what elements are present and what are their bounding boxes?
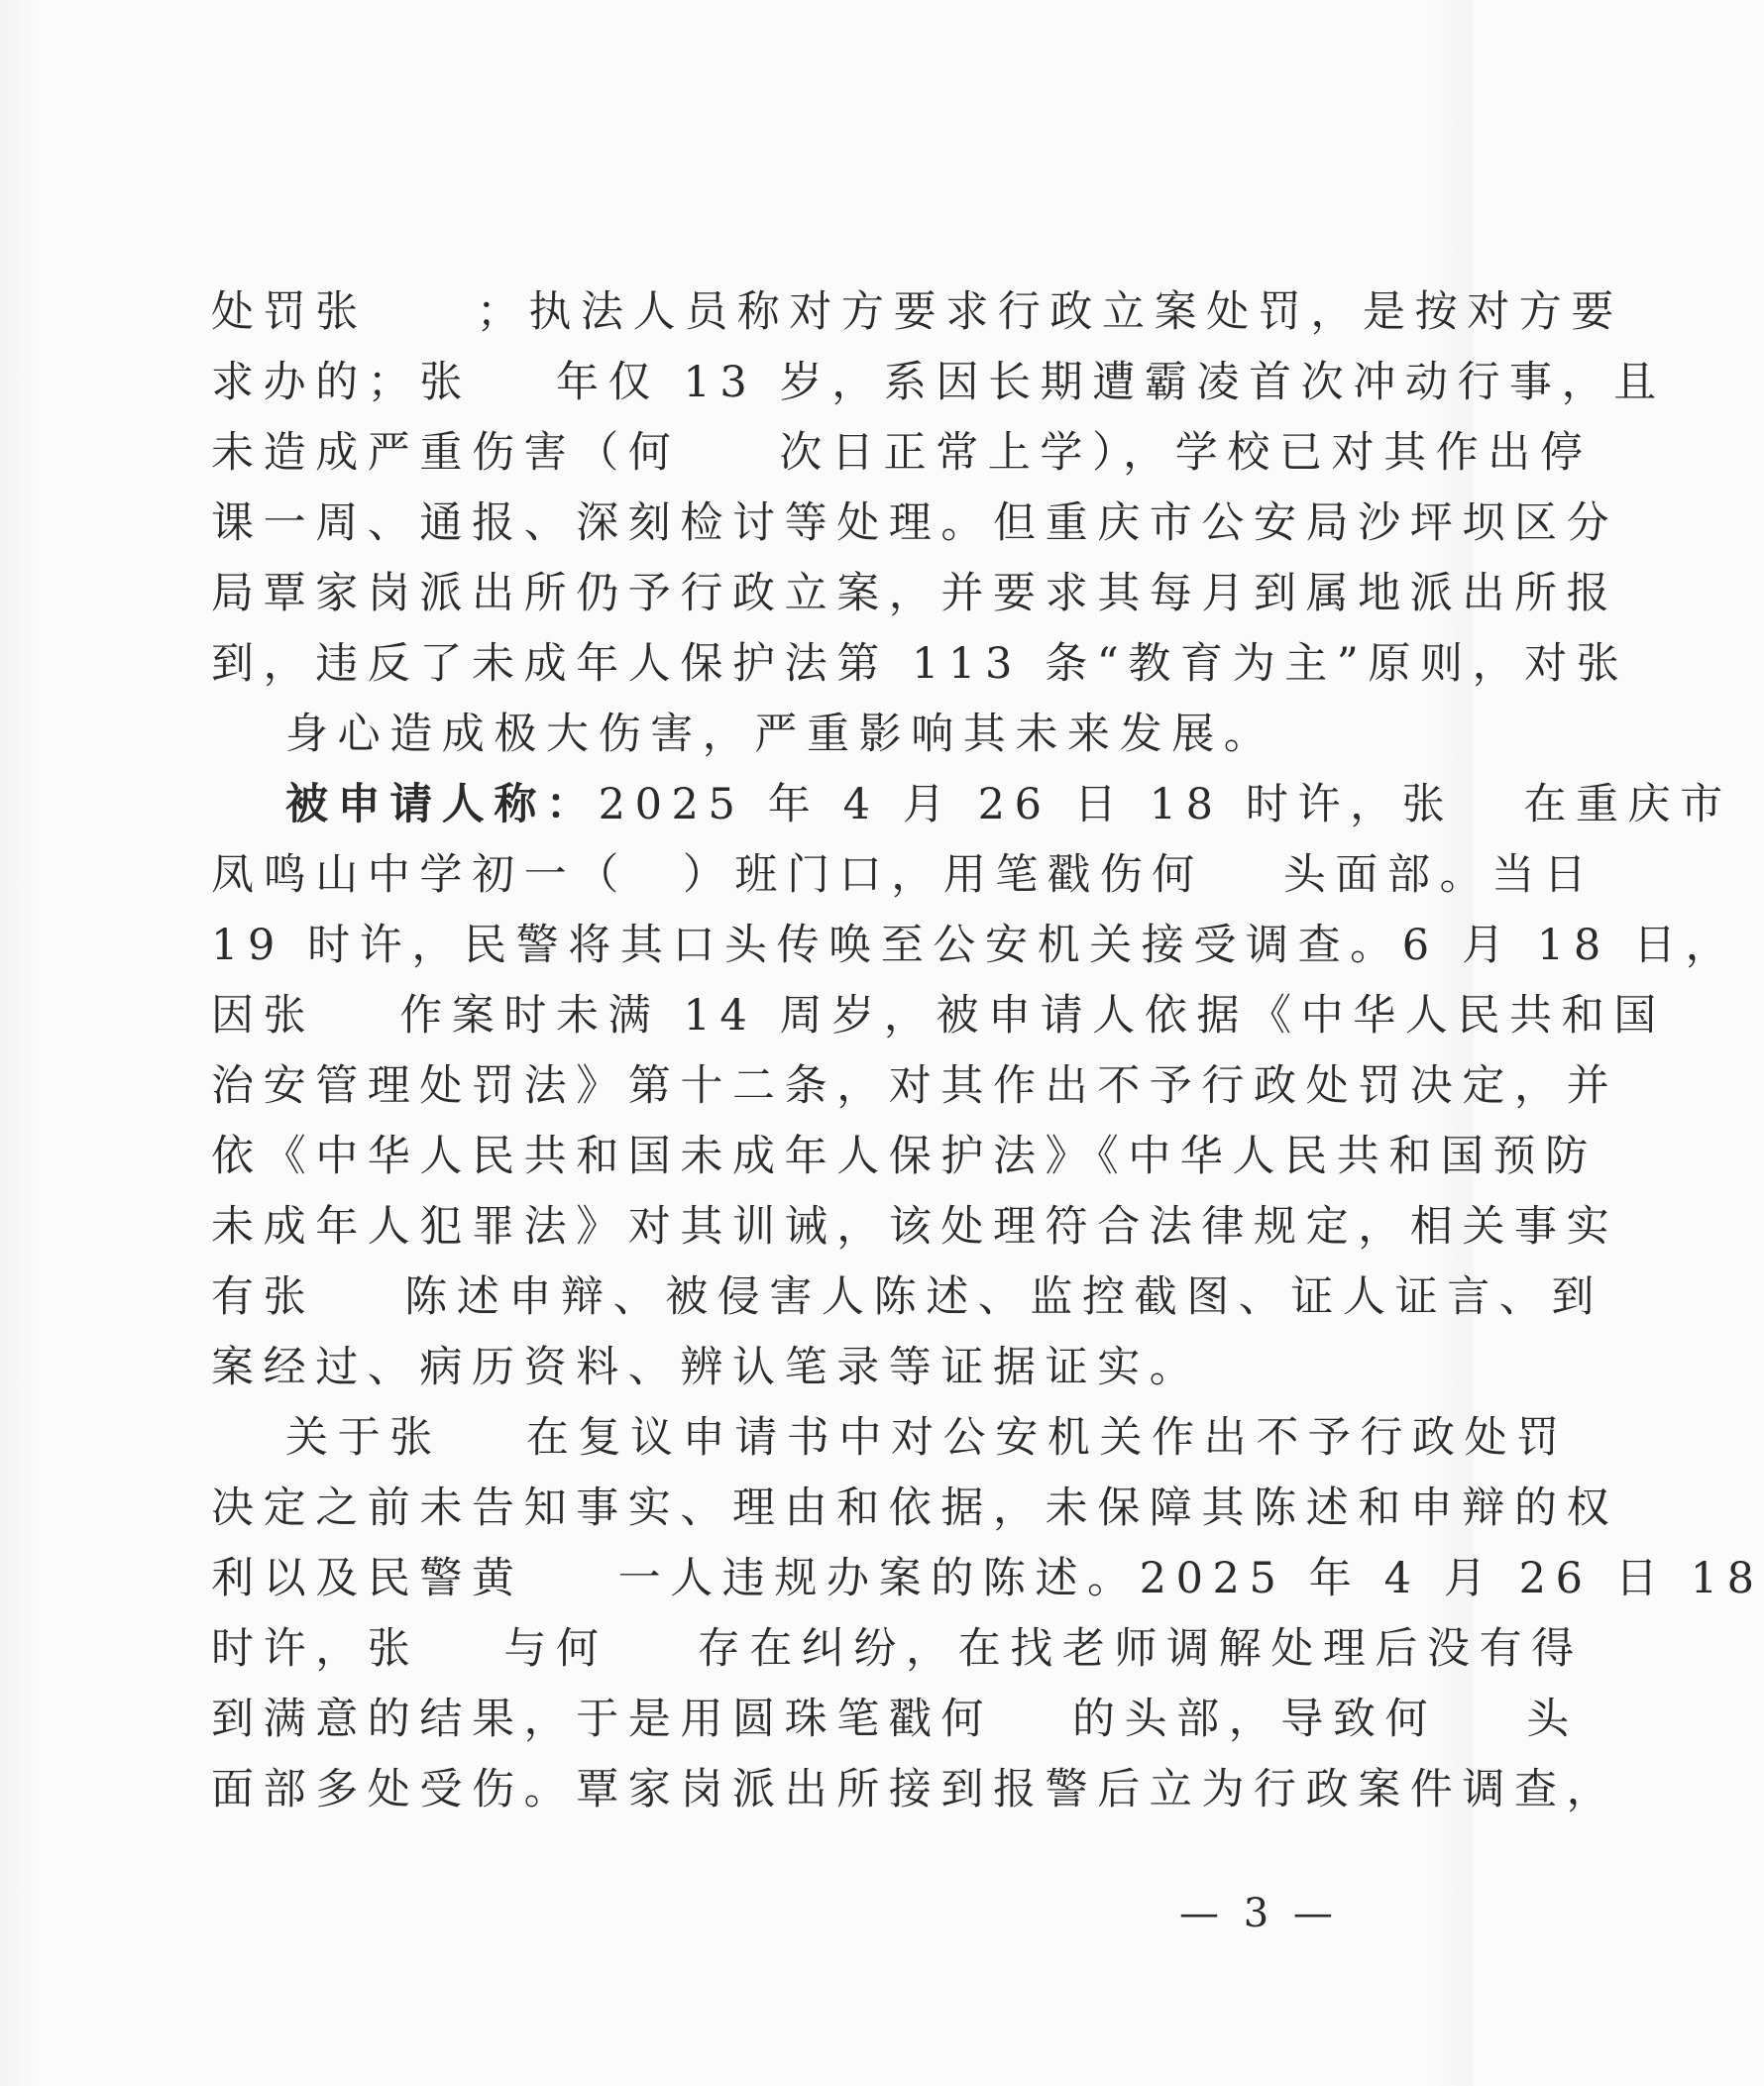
text-line: 求办的；张 年仅 13 岁，系因长期遭霸凌首次冲动行事，且	[211, 358, 1666, 407]
section-label: 被申请人称：	[285, 780, 599, 829]
text-line: 有张 陈述申辩、被侵害人陈述、监控截图、证人证言、到	[211, 1272, 1604, 1322]
text-line: 凤鸣山中学初一（ ）班门口，用笔戳伤何 头面部。当日	[211, 850, 1597, 900]
text-line: 局覃家岗派出所仍予行政立案，并要求其每月到属地派出所报	[211, 569, 1619, 618]
text-line: 处罚张 ；执法人员称对方要求行政立案处罚，是按对方要	[211, 287, 1624, 337]
text-line: 课一周、通报、深刻检讨等处理。但重庆市公安局沙坪坝区分	[211, 498, 1619, 548]
paragraph-start-line: 被申请人称：2025 年 4 月 26 日 18 时许，张 在重庆市	[285, 780, 1732, 829]
page-number: — 3 —	[1179, 1891, 1339, 1936]
text-line: 19 时许，民警将其口头传唤至公安机关接受调查。6 月 18 日，	[211, 921, 1738, 970]
text-line: 身心造成极大伤害，严重影响其未来发展。	[285, 710, 1276, 759]
text-line: 案经过、病历资料、辨认笔录等证据证实。	[211, 1343, 1202, 1392]
text-line: 时许，张 与何 存在纠纷，在找老师调解处理后没有得	[211, 1624, 1584, 1674]
text-line: 利以及民警黄 一人违规办案的陈述。2025 年 4 月 26 日 18	[211, 1554, 1764, 1603]
text-line: 决定之前未告知事实、理由和依据，未保障其陈述和申辩的权	[211, 1483, 1619, 1533]
text-line: 依《中华人民共和国未成年人保护法》《中华人民共和国预防	[211, 1132, 1598, 1181]
paragraph-start-line: 关于张 在复议申请书中对公安机关作出不予行政处罚	[285, 1413, 1569, 1463]
text-line: 到满意的结果，于是用圆珠笔戳何 的头部，导致何 头	[211, 1695, 1579, 1744]
text-line: 未成年人犯罪法》对其训诫，该处理符合法律规定，相关事实	[211, 1202, 1619, 1252]
text-line: 因张 作案时未满 14 周岁，被申请人依据《中华人民共和国	[211, 991, 1666, 1041]
text-line: 治安管理处罚法》第十二条，对其作出不予行政处罚决定，并	[211, 1061, 1619, 1111]
text-line: 面部多处受伤。覃家岗派出所接到报警后立为行政案件调查，	[211, 1765, 1619, 1814]
text-line: 未造成严重伤害（何 次日正常上学），学校已对其作出停	[211, 428, 1593, 478]
text-line: 到，违反了未成年人保护法第 113 条“教育为主”原则，对张	[211, 639, 1629, 689]
